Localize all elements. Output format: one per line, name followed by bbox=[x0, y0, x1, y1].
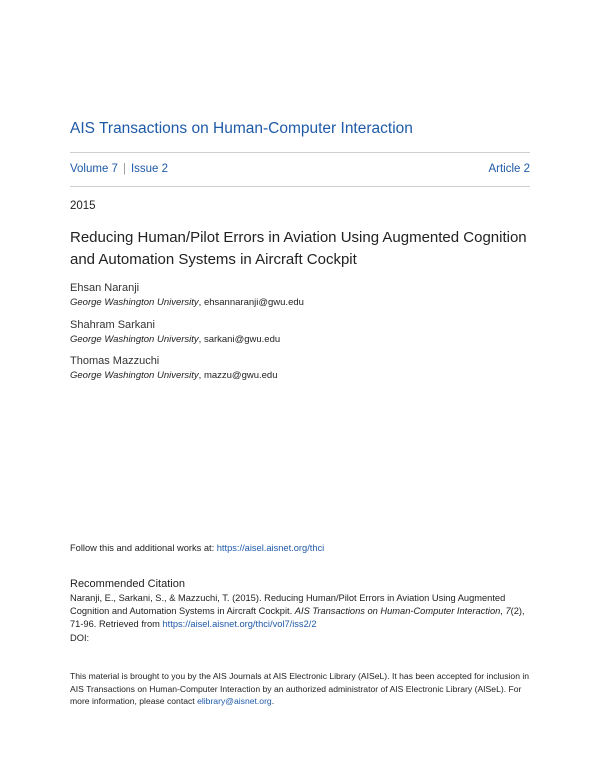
publication-year: 2015 bbox=[70, 200, 96, 212]
author-email: mazzu@gwu.edu bbox=[203, 370, 278, 381]
citation-pages: (2), 71-96. Retrieved from bbox=[70, 606, 525, 630]
follow-text: Follow this and additional works at: bbox=[70, 543, 217, 553]
author-institution: George Washington University bbox=[70, 297, 199, 308]
citation-comma: , bbox=[500, 606, 506, 617]
author-block-1 bbox=[70, 282, 304, 308]
citation-link[interactable]: https://aisel.aisnet.org/thci/vol7/iss2/2 bbox=[162, 619, 317, 630]
citation-body: Naranji, E., Sarkani, S., & Mazzuchi, T. (2015). Reducing Human/Pilot Errors in Aviation Using Augmented Cognition and Automation Systems in Aircraft Cockpit. bbox=[70, 593, 506, 617]
recommended-citation-heading: Recommended Citation bbox=[70, 578, 185, 590]
article-title: Reducing Human/Pilot Errors in Aviation Using Augmented Cognition and Automation Systems in Aircraft Cockpit bbox=[70, 229, 527, 268]
issue-link[interactable]: Issue 2 bbox=[130, 163, 169, 175]
author-name: Ehsan Naranji bbox=[70, 282, 140, 294]
citation-journal: AIS Transactions on Human-Computer Interaction bbox=[294, 606, 501, 617]
author-block-2 bbox=[70, 319, 280, 345]
header-rule bbox=[70, 152, 530, 153]
issue-separator: | bbox=[122, 163, 126, 175]
author-email: sarkani@gwu.edu bbox=[203, 334, 281, 345]
author-affiliation: George Washington University, mazzu@gwu.edu bbox=[70, 370, 278, 381]
article-link[interactable]: Article 2 bbox=[488, 163, 530, 175]
author-email: ehsannaranji@gwu.edu bbox=[203, 297, 304, 308]
citation-volume: 7 bbox=[505, 606, 511, 617]
author-affiliation: George Washington University, ehsannaranji@gwu.edu bbox=[70, 297, 304, 308]
journal-title[interactable]: AIS Transactions on Human-Computer Interaction bbox=[70, 120, 413, 137]
meta-rule bbox=[70, 186, 530, 187]
author-name: Shahram Sarkani bbox=[70, 319, 155, 331]
collection-link[interactable]: https://aisel.aisnet.org/thci bbox=[216, 543, 325, 553]
citation-doi: DOI: bbox=[70, 632, 90, 643]
issue-info bbox=[70, 163, 168, 175]
author-name: Thomas Mazzuchi bbox=[70, 355, 160, 367]
notice-end: . bbox=[271, 696, 275, 707]
notice-text: This material is brought to you by the AIS Journals at AIS Electronic Library (AISeL). It has been accepted for inclusion in AIS Transactions on Human-Computer Interaction by an authorized administrator of AIS Electronic Library (AISeL). For more information, please contact bbox=[70, 671, 530, 707]
follow-line bbox=[70, 543, 324, 553]
citation-text bbox=[70, 592, 532, 645]
author-affiliation: George Washington University, sarkani@gwu.edu bbox=[70, 334, 281, 345]
aisel-notice bbox=[70, 670, 540, 708]
author-institution: George Washington University bbox=[70, 370, 199, 381]
author-block-3 bbox=[70, 355, 278, 381]
author-institution: George Washington University bbox=[70, 334, 199, 345]
volume-link[interactable]: Volume 7 bbox=[70, 163, 118, 175]
contact-email-link[interactable]: elibrary@aisnet.org bbox=[197, 696, 272, 707]
